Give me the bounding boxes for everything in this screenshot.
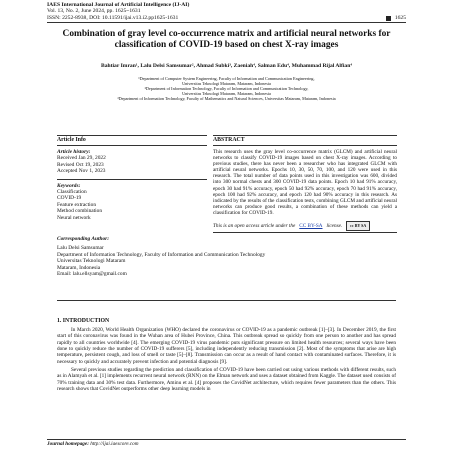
affiliations — [47, 77, 406, 102]
affiliation-line: Universitas Teknologi Mataram, Mataram, Indonesia — [182, 90, 271, 96]
affiliation-line: ²Department of Information Technology, Faculty of Information and Communication Technology, — [144, 85, 309, 91]
introduction-heading: 1. INTRODUCTION — [57, 318, 110, 324]
corresponding-line: Department of Information Technology, Faculty of Information and Communication Technology — [57, 251, 266, 258]
square-icon — [386, 16, 391, 21]
journal-volume: Vol. 13, No. 2, June 2024, pp. 1625~1631 — [47, 8, 141, 15]
keyword-list — [57, 189, 207, 221]
corresponding-line: Lalu Delsi Samsumar — [57, 245, 104, 252]
corresponding-details — [57, 245, 396, 277]
license-text: This is an open access article under the — [213, 222, 296, 229]
article-info-column — [57, 135, 207, 221]
page-number: 1625 — [394, 14, 406, 21]
journal-issn-row — [47, 15, 406, 23]
abstract-heading: ABSTRACT — [213, 135, 397, 146]
introduction-paragraph: Several previous studies regarding the prediction and classification of COVID-19 have been carried out using various methods with different results, such as in Alamyah et al. [1] implements recurrent neural network (RNN) on the Elman network and uses a dataset obtained from Kaggle. The dataset used consists of 70% training data and 30% test data. Furthermore, Aminu et al. [4] proposes the CovidNet architecture, which requires fewer parameters than the others. This research shows that CovidNet outperforms other deep learning models in — [57, 367, 397, 393]
license-suffix: license. — [326, 222, 343, 229]
corresponding-heading: Corresponding Author: — [57, 236, 110, 242]
affiliation-line: ¹Department of Computer System Engineering, Faculty of Information and Communication Engineering, — [138, 76, 315, 81]
corresponding-email: Email: lalu.ellsyam@gmail.com — [57, 271, 127, 278]
paper-title: Combination of gray level co-occurrence matrix and artificial neural networks for classification of COVID-19 based on chest X-ray images — [62, 29, 391, 50]
introduction-paragraph: In March 2020, World Health Organization (WHO) declared the coronavirus or COVID-19 as a pandemic outbreak [1]–[3]. In December 2019, the first start of this coronavirus was found in the Wuhan area of Hubei Province, China. This outbreak spread so quickly from one person to another and has spread rapidly to all countries worldwide [4]. The emerging COVID-19 virus pandemic puts significant pressure on limited health resources; several ways have been done to quickly reduce the number of COVID-19 sufferers [5], including independently reducing transmission [2]. Most of the symptoms that arise are high temperature, persistent cough, and loss of smell or taste [5]–[8]. Transmission can occur as a result of hand contact with contaminated surfaces. Therefore, it is necessary to quickly and accurately prevent infection and potential diagnosis [9]. — [57, 327, 396, 365]
author-list: Bahtiar Imran¹, Lalu Delsi Samsumar², Ahmad Subki³, Zaeniah⁴, Salman Edu⁴, Muhammad Rijal Alfian⁴ — [100, 63, 352, 69]
journal-footer — [47, 439, 406, 447]
journal-name: IAES International Journal of Artificial Intelligence (IJ-AI) — [47, 2, 190, 8]
info-divider — [57, 179, 207, 180]
page-number-group — [386, 15, 406, 21]
affiliation-line: ³Department of Information Technology, Faculty of Mathematics and Natural Sciences, Universitas Mataram, Mataram, Indonesia — [117, 95, 336, 101]
keyword-item: Neural network — [57, 214, 91, 221]
license-line — [213, 221, 397, 231]
corresponding-divider — [57, 300, 396, 301]
corresponding-line: Universitas Teknologi Mataram — [57, 258, 126, 265]
history-item: Revised Oct 19, 2023 — [57, 161, 104, 168]
keyword-item: COVID-19 — [57, 195, 82, 202]
corresponding-line: Mataram, Indonesia — [57, 264, 101, 271]
article-history — [57, 155, 207, 174]
journal-homepage-link[interactable]: http://ijai.iaescore.com — [90, 441, 139, 447]
cc-license-icon[interactable]: cc BY SA — [346, 221, 370, 231]
keyword-item: Feature extraction — [57, 201, 97, 208]
keywords-heading: Keywords: — [57, 182, 81, 189]
footer-label: Journal homepage: — [47, 441, 89, 447]
abstract-text: This research uses the gray level co-occurrence matrix (GLCM) and artificial neural networks to classify COVID-19 images based on chest X-ray images. According to previous studies, there has never been a researcher who has integrated GLCM with artificial neural networks. Epochs 10, 30, 50, 70, 100, and 120 were used in this research. The total number of data points used in this investigation was 600, divided into 300 normal chests and 300 COVID-19 data points. Epoch 10 had 91% accuracy, epoch 30 had 91% accuracy, epoch 50 had 92% accuracy, epoch 70 had 91% accuracy, epoch 100 had 92% accuracy, and epoch 120 had 90% accuracy in this research. As indicated by the results of the classification tests, combining GLCM and artificial neural networks can produce good results, a combination of these methods can yield a classification for COVID-19. — [213, 149, 397, 216]
affiliation-line: Universitas Teknologi Mataram, Mataram, Indonesia — [182, 80, 271, 86]
introduction-section — [57, 318, 396, 392]
article-info-heading: Article Info — [57, 135, 207, 146]
article-history-heading: Article history: — [57, 149, 91, 155]
history-item: Received Jan 29, 2022 — [57, 155, 106, 162]
abstract-divider — [213, 232, 397, 233]
abstract-column — [213, 135, 397, 231]
corresponding-author — [57, 236, 396, 277]
license-link[interactable]: CC BY-SA — [299, 222, 323, 229]
journal-issn: ISSN: 2252-8938, DOI: 10.11591/ijai.v13.i2.pp1625-1631 — [47, 14, 179, 21]
journal-header — [47, 2, 406, 23]
keyword-item: Classification — [57, 189, 87, 196]
history-item: Accepted Nov 1, 2023 — [57, 168, 106, 175]
keyword-item: Method combination — [57, 208, 103, 215]
